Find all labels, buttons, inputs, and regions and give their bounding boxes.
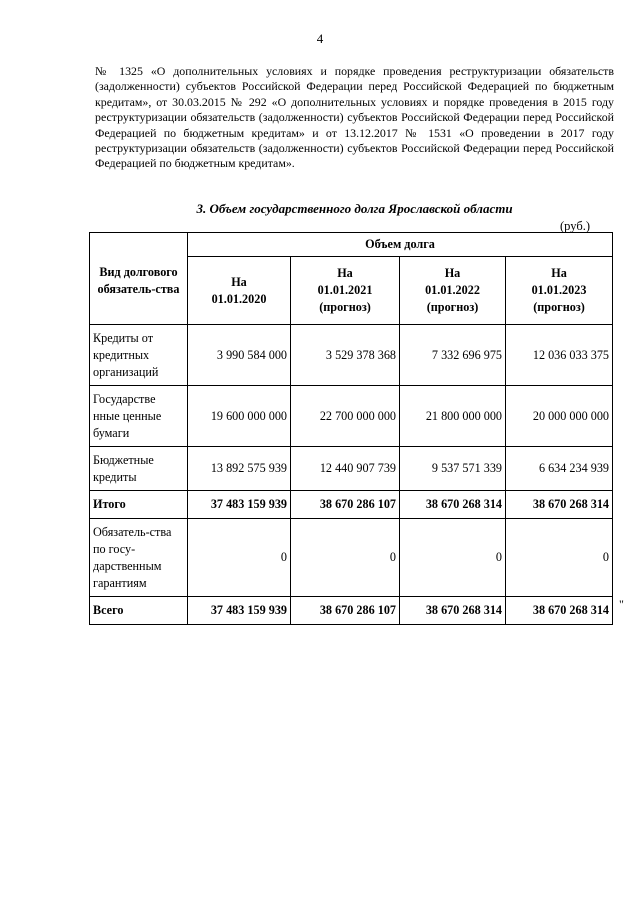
cell-value: 3 529 378 368 <box>291 325 400 386</box>
date-prefix: На <box>551 266 567 280</box>
table-row-total <box>90 491 613 519</box>
table-row <box>90 519 613 597</box>
header-debt-volume: Объем долга <box>188 233 613 257</box>
forecast-label: (прогноз) <box>533 300 585 314</box>
cell-value: 20 000 000 000 <box>506 386 613 447</box>
cell-value: 0 <box>506 519 613 597</box>
cell-value: 9 537 571 339 <box>400 447 506 491</box>
table-row <box>90 386 613 447</box>
cell-value: 7 332 696 975 <box>400 325 506 386</box>
cell-value: 38 670 286 107 <box>291 597 400 625</box>
table-row-grand-total <box>90 597 613 625</box>
cell-value: 0 <box>291 519 400 597</box>
cell-value: 13 892 575 939 <box>188 447 291 491</box>
cell-value: 19 600 000 000 <box>188 386 291 447</box>
table-header-row <box>90 233 613 257</box>
debt-table <box>89 232 613 625</box>
date-prefix: На <box>231 274 247 289</box>
header-date-2022 <box>400 257 506 325</box>
row-label: Обязатель-ства по госу-дарственным гарантиям <box>90 519 188 597</box>
units-label: (руб.) <box>560 219 590 233</box>
table-row <box>90 325 613 386</box>
row-label: Бюджетные кредиты <box>90 447 188 491</box>
date-value: 01.01.2020 <box>211 291 267 306</box>
cell-value: 6 634 234 939 <box>506 447 613 491</box>
date-value: 01.01.2021 <box>317 283 373 297</box>
header-date-2021 <box>291 257 400 325</box>
cell-value: 0 <box>188 519 291 597</box>
cell-value: 22 700 000 000 <box>291 386 400 447</box>
header-date-2020 <box>188 257 291 325</box>
row-label: Всего <box>90 597 188 625</box>
cell-value: 3 990 584 000 <box>188 325 291 386</box>
closing-quote: " <box>619 597 624 611</box>
cell-value: 38 670 268 314 <box>506 597 613 625</box>
header-debt-type: Вид долгового обязатель-ства <box>90 233 188 325</box>
cell-value: 37 483 159 939 <box>188 491 291 519</box>
cell-value: 0 <box>400 519 506 597</box>
cell-value: 21 800 000 000 <box>400 386 506 447</box>
date-value: 01.01.2023 <box>531 283 587 297</box>
cell-value: 38 670 268 314 <box>506 491 613 519</box>
forecast-label: (прогноз) <box>426 300 479 314</box>
date-prefix: На <box>444 266 461 280</box>
cell-value: 12 036 033 375 <box>506 325 613 386</box>
cell-value: 38 670 268 314 <box>400 597 506 625</box>
row-label: Кредиты от кредитных организаций <box>90 325 188 386</box>
cell-value: 37 483 159 939 <box>188 597 291 625</box>
cell-value: 38 670 268 314 <box>400 491 506 519</box>
cell-value: 38 670 286 107 <box>291 491 400 519</box>
section-title: 3. Объем государственного долга Ярославской области <box>196 201 513 216</box>
date-value: 01.01.2022 <box>425 283 480 297</box>
row-label: Итого <box>90 491 188 519</box>
header-date-2023 <box>506 257 613 325</box>
cell-value: 12 440 907 739 <box>291 447 400 491</box>
date-prefix: На <box>337 266 353 280</box>
table-row <box>90 447 613 491</box>
page-number: 4 <box>316 31 324 46</box>
intro-paragraph: № 1325 «О дополнительных условиях и порядке проведения реструктуризации обязательств (задолженности) субъектов Российской Федерации перед Российской Федерацией по бюджетным кредитам», от 30.03.2015 № 292 «О дополнительных условиях и порядке проведения в 2015 году реструктуризации обязательств (задолженности) субъектов Российской Федерации перед Российской Федерацией по бюджетным кредитам» и от 13.12.2017 № 1531 «О проведении в 2017 году реструктуризации обязательств (задолженности) субъектов Российской Федерации перед Российской Федерацией по бюджетным кредитам». <box>95 64 614 171</box>
forecast-label: (прогноз) <box>319 300 371 314</box>
row-label: Государстве нные ценные бумаги <box>90 386 188 447</box>
